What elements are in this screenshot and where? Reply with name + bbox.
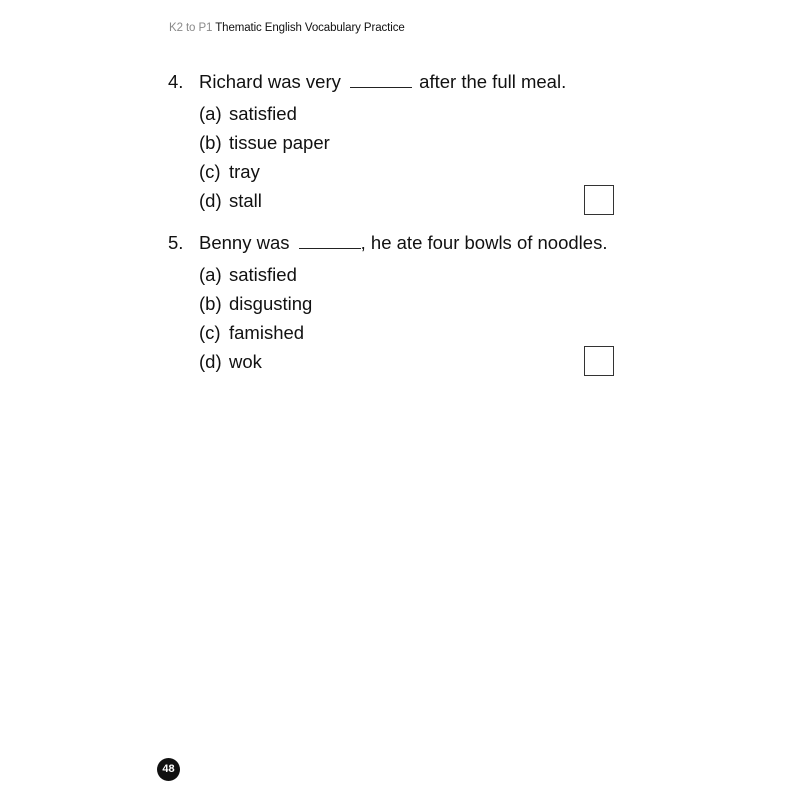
option-c	[168, 157, 628, 186]
option-list	[168, 260, 628, 376]
question-number: 5.	[168, 232, 184, 253]
answer-blank[interactable]	[350, 70, 412, 88]
answer-blank[interactable]	[299, 231, 361, 249]
option-letter: (a)	[199, 103, 222, 124]
option-b	[168, 128, 628, 157]
option-letter: (b)	[199, 132, 222, 153]
option-text: satisfied	[229, 264, 297, 285]
question-4	[168, 70, 628, 215]
option-list	[168, 99, 628, 215]
stem-before-blank: Richard was very	[199, 71, 341, 92]
option-text: tray	[229, 161, 260, 182]
stem-before-blank: Benny was	[199, 232, 290, 253]
answer-checkbox[interactable]	[584, 185, 614, 215]
question-5	[168, 231, 628, 376]
option-d	[168, 186, 628, 215]
page-header	[169, 22, 405, 34]
stem-after-blank: , he ate four bowls of noodles.	[360, 232, 608, 253]
option-a	[168, 99, 628, 128]
option-text: famished	[229, 322, 305, 343]
option-text: disgusting	[229, 293, 313, 314]
question-number: 4.	[168, 71, 184, 92]
option-a	[168, 260, 628, 289]
option-b	[168, 289, 628, 318]
answer-checkbox[interactable]	[584, 346, 614, 376]
option-d	[168, 347, 628, 376]
option-letter: (d)	[199, 351, 222, 372]
option-text: stall	[229, 190, 262, 211]
option-letter: (a)	[199, 264, 222, 285]
header-title: Thematic English Vocabulary Practice	[215, 22, 405, 34]
option-letter: (c)	[199, 322, 221, 343]
question-stem	[168, 70, 628, 94]
option-c	[168, 318, 628, 347]
header-prefix: K2 to P1	[169, 22, 213, 34]
option-text: satisfied	[229, 103, 297, 124]
option-letter: (c)	[199, 161, 221, 182]
option-letter: (d)	[199, 190, 222, 211]
option-text: wok	[229, 351, 262, 372]
option-letter: (b)	[199, 293, 222, 314]
page-number-badge: 48	[157, 758, 180, 781]
option-text: tissue paper	[229, 132, 330, 153]
stem-after-blank: after the full meal.	[419, 71, 567, 92]
question-stem	[168, 231, 628, 255]
